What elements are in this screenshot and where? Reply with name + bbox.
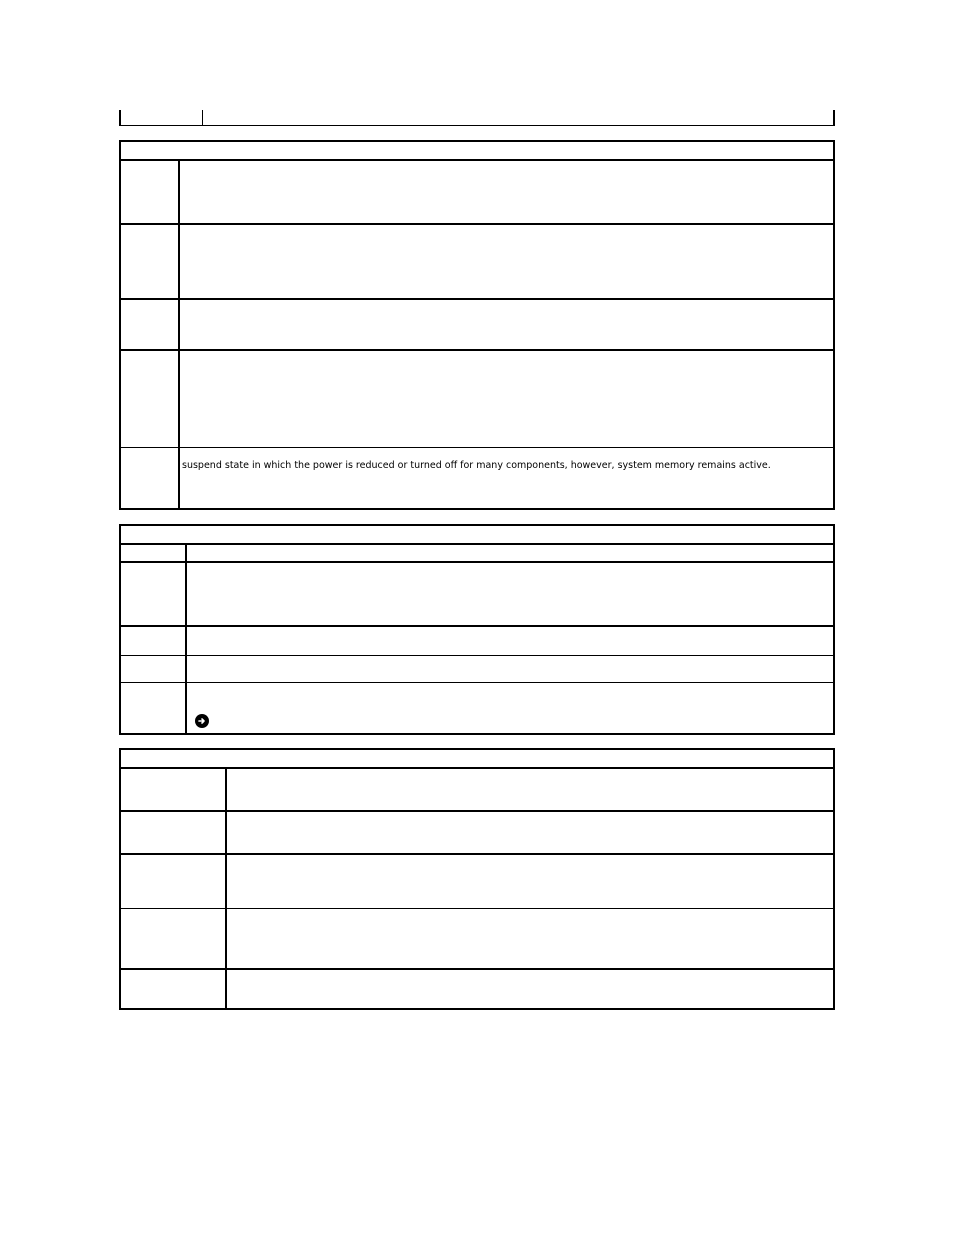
table-row [121,656,833,683]
table-row [121,769,833,812]
table-row [121,225,833,300]
notice-icon [195,714,209,728]
table-row [121,545,833,563]
table-c [119,524,835,735]
fragment-column-divider [202,110,203,125]
table-b [119,140,835,510]
table-c-header [121,526,833,545]
table-row [121,855,833,909]
table-row [121,909,833,970]
table-d [119,748,835,1010]
table-row [121,683,833,733]
table-row [121,970,833,1008]
table-row [121,161,833,225]
table-row [121,448,833,508]
table-fragment-top [119,110,835,126]
table-row [121,300,833,351]
table-d-header [121,750,833,769]
row-description: suspend state in which the power is reduced or turned off for many components, however, system memory remains active. [182,460,771,471]
table-row [121,563,833,627]
table-row [121,627,833,656]
table-b-header [121,142,833,161]
table-row [121,351,833,448]
table-row [121,812,833,855]
